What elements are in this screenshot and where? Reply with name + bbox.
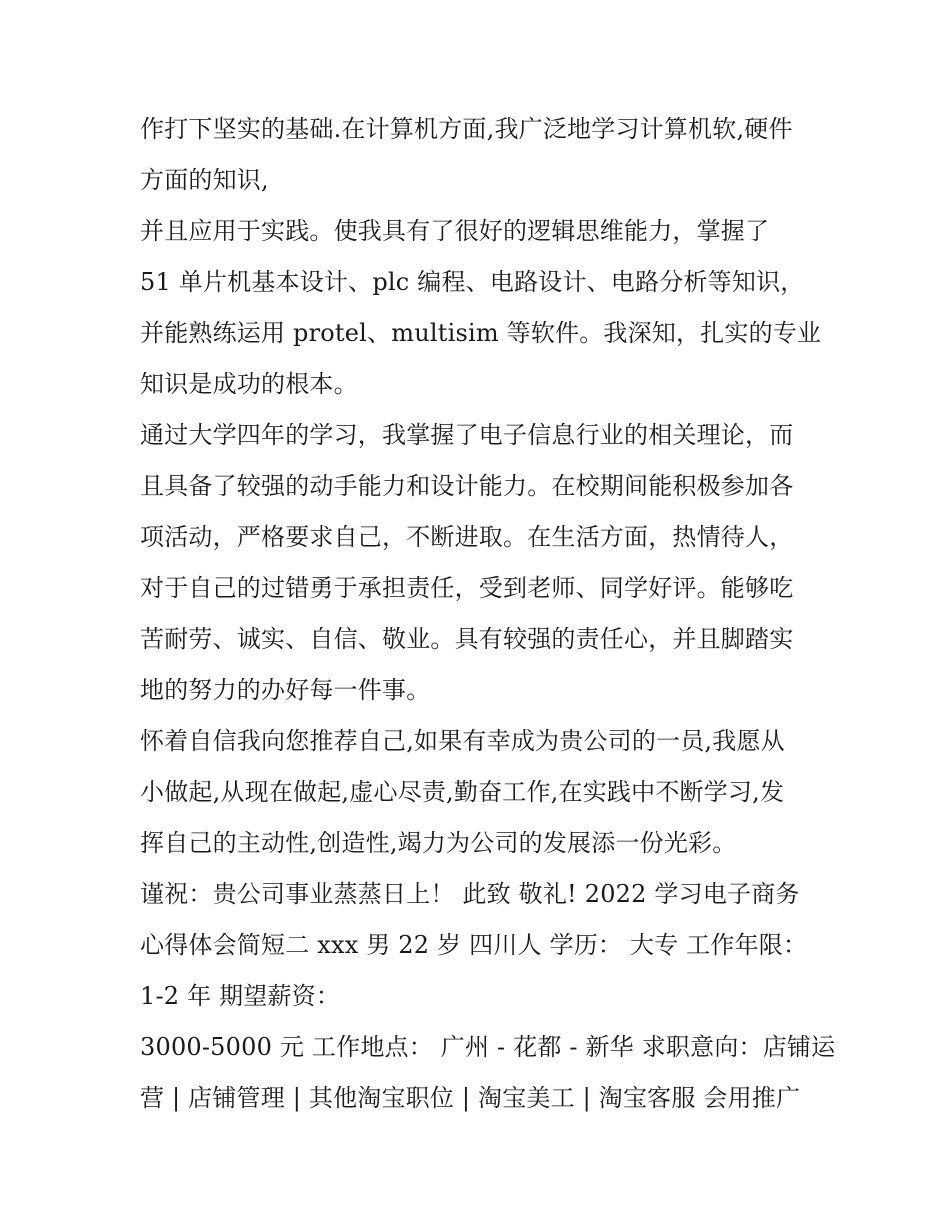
- text-line: 谨祝：贵公司事业蒸蒸日上！ 此致 敬礼! 2022 学习电子商务: [140, 880, 800, 908]
- text-line: 方面的知识,: [140, 166, 269, 194]
- text-line: 营 | 店铺管理 | 其他淘宝职位 | 淘宝美工 | 淘宝客服 会用推广: [140, 1084, 801, 1112]
- text-line: 苦耐劳、诚实、自信、敬业。具有较强的责任心，并且脚踏实: [140, 625, 794, 653]
- body-text: [140, 104, 836, 1124]
- text-line: 并且应用于实践。使我具有了很好的逻辑思维能力，掌握了: [140, 217, 770, 245]
- text-line: 怀着自信我向您推荐自己,如果有幸成为贵公司的一员,我愿从: [140, 727, 785, 755]
- text-line: 心得体会简短二 xxx 男 22 岁 四川人 学历： 大专 工作年限：: [140, 931, 808, 959]
- text-line: 1-2 年 期望薪资：: [140, 982, 341, 1010]
- text-line: 作打下坚实的基础.在计算机方面,我广泛地学习计算机软,硬件: [140, 115, 793, 143]
- text-line: 小做起,从现在做起,虚心尽责,勤奋工作,在实践中不断学习,发: [140, 778, 785, 806]
- text-line: 并能熟练运用 protel、multisim 等软件。我深知，扎实的专业: [140, 319, 822, 347]
- text-line: 知识是成功的根本。: [140, 370, 358, 398]
- text-line: 挥自己的主动性,创造性,竭力为公司的发展添一份光彩。: [140, 829, 737, 857]
- text-line: 且具备了较强的动手能力和设计能力。在校期间能积极参加各: [140, 472, 794, 500]
- text-line: 51 单片机基本设计、plc 编程、电路设计、电路分析等知识，: [140, 268, 805, 296]
- text-line: 3000-5000 元 工作地点： 广州 - 花都 - 新华 求职意向：店铺运: [140, 1033, 836, 1061]
- text-line: 地的努力的办好每一件事。: [140, 676, 431, 704]
- text-line: 通过大学四年的学习，我掌握了电子信息行业的相关理论，而: [140, 421, 794, 449]
- text-line: 对于自己的过错勇于承担责任，受到老师、同学好评。能够吃: [140, 574, 794, 602]
- text-line: 项活动，严格要求自己，不断进取。在生活方面，热情待人，: [140, 523, 794, 551]
